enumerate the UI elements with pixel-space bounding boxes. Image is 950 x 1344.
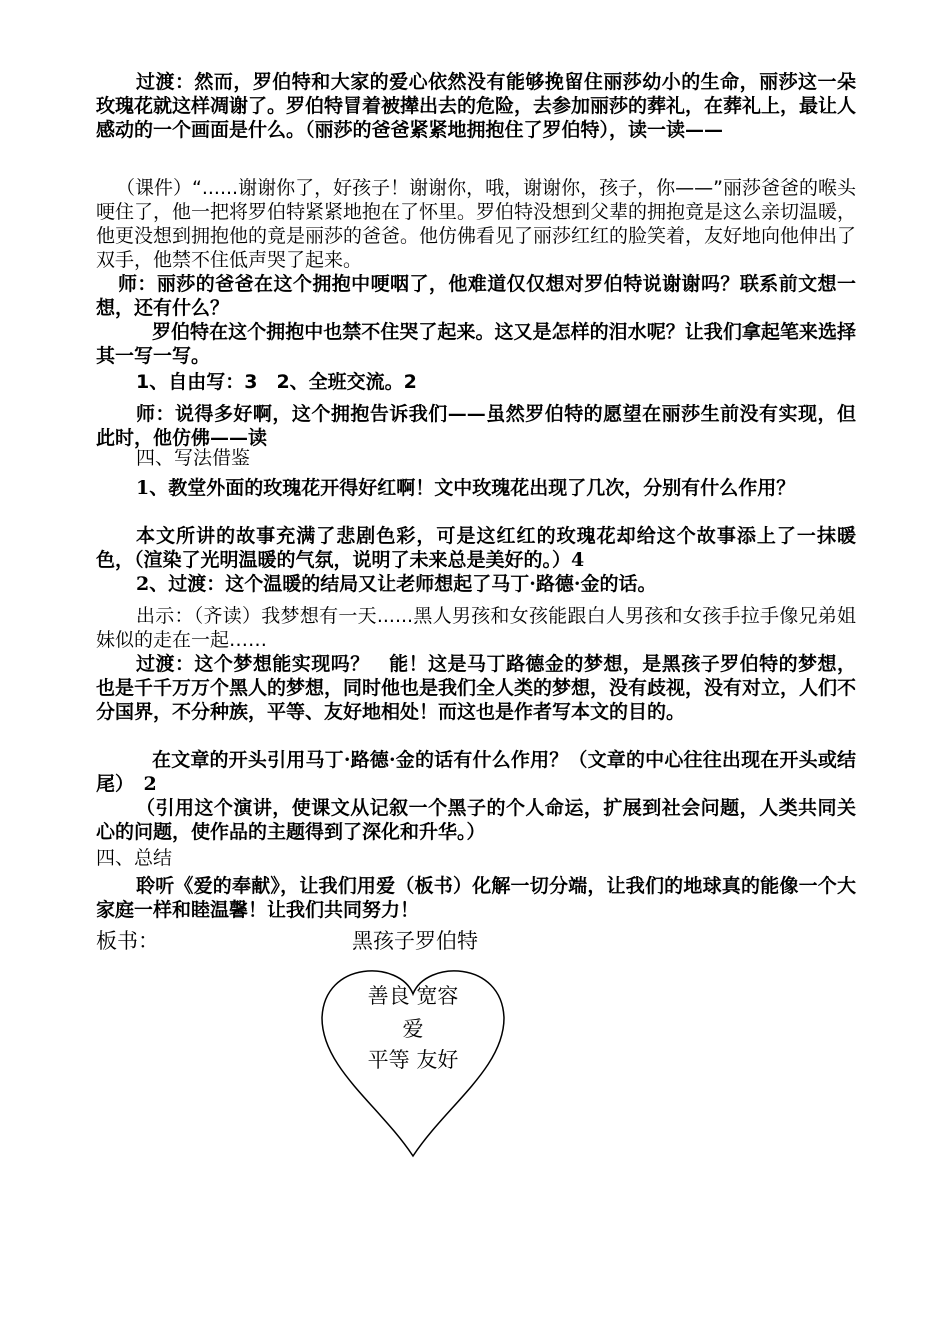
paragraph-transition-funeral: 过渡：然而，罗伯特和大家的爱心依然没有能够挽留住丽莎幼小的生命，丽莎这一朵玫瑰花就这样凋谢了。罗伯特冒着被撵出去的危险，去参加丽莎的葬礼，在葬礼上，最让人感动的一个画面是什么。（丽莎的爸爸紧紧地拥抱住了罗伯特），读一读—— — [96, 71, 857, 141]
paragraph-activity-steps: 1、自由写：3 2、全班交流。2 — [136, 371, 417, 393]
board-label: 板书： — [96, 929, 159, 953]
paragraph-courseware-quote: （课件）“......谢谢你了，好孩子！谢谢你，哦，谢谢你，孩子，你——”丽莎爸爸的喉头哽住了，他一把将罗伯特紧紧地抱在了怀里。罗伯特没想到父辈的拥抱竟是这么亲切温暖，他更没想到拥抱他的竟是丽莎的爸爸。他仿佛看见了丽莎红红的脸笑着，友好地向他伸出了双手，他禁不住低声哭了起来。 — [96, 177, 857, 271]
board-virtues-top: 善良 宽容 — [367, 984, 459, 1008]
board-virtues-bottom: 平等 友好 — [367, 1048, 459, 1072]
section-heading-summary: 四、总结 — [96, 847, 173, 869]
paragraph-mlk-answer: （引用这个演讲，使课文从记叙一个黑子的个人命运，扩展到社会问题，人类共同关心的问题，使作品的主题得到了深化和升华。） — [96, 797, 856, 843]
paragraph-teacher-question: 师：丽莎的爸爸在这个拥抱中哽咽了，他难道仅仅想对罗伯特说谢谢吗？联系前文想一想，还有什么？ — [96, 273, 856, 319]
board-center-love: 爱 — [402, 1017, 424, 1041]
paragraph-rose-answer: 本文所讲的故事充满了悲剧色彩，可是这红红的玫瑰花却给这个故事添上了一抹暖色，（渲染了光明温暖的气氛，说明了未来总是美好的。）4 — [96, 525, 856, 571]
paragraph-dream-quote: 出示：（齐读）我梦想有一天......黑人男孩和女孩能跟白人男孩和女孩手拉手像兄弟姐妹似的走在一起…… — [96, 605, 856, 651]
paragraph-rose-question: 1、教堂外面的玫瑰花开得好红啊！文中玫瑰花出现了几次，分别有什么作用？ — [136, 477, 796, 499]
paragraph-teacher-summary: 师：说得多好啊，这个拥抱告诉我们——虽然罗伯特的愿望在丽莎生前没有实现，但此时，他仿佛——读 — [96, 403, 856, 449]
paragraph-transition-mlk: 2、过渡：这个温暖的结局又让老师想起了马丁·路德·金的话。 — [136, 573, 657, 595]
paragraph-writing-prompt: 罗伯特在这个拥抱中也禁不住哭了起来。这又是怎样的泪水呢？让我们拿起笔来选择其一写一写。 — [96, 321, 856, 367]
board-title: 黑孩子罗伯特 — [352, 929, 478, 953]
paragraph-mlk-purpose: 在文章的开头引用马丁·路德·金的话有什么作用？（文章的中心往往出现在开头或结尾） 2 — [96, 749, 856, 795]
paragraph-closing: 聆听《爱的奉献》，让我们用爱（板书）化解一切分端，让我们的地球真的能像一个大家庭一样和睦温馨！让我们共同努力！ — [96, 875, 856, 921]
section-heading-writing: 四、写法借鉴 — [136, 447, 251, 469]
paragraph-dream-discussion: 过渡：这个梦想能实现吗？ 能！这是马丁路德金的梦想，是黑孩子罗伯特的梦想，也是千千万万个黑人的梦想，同时他也是我们全人类的梦想，没有歧视，没有对立，人们不分国界，不分种族，平等、友好地相处！而这也是作者写本文的目的。 — [96, 653, 857, 723]
